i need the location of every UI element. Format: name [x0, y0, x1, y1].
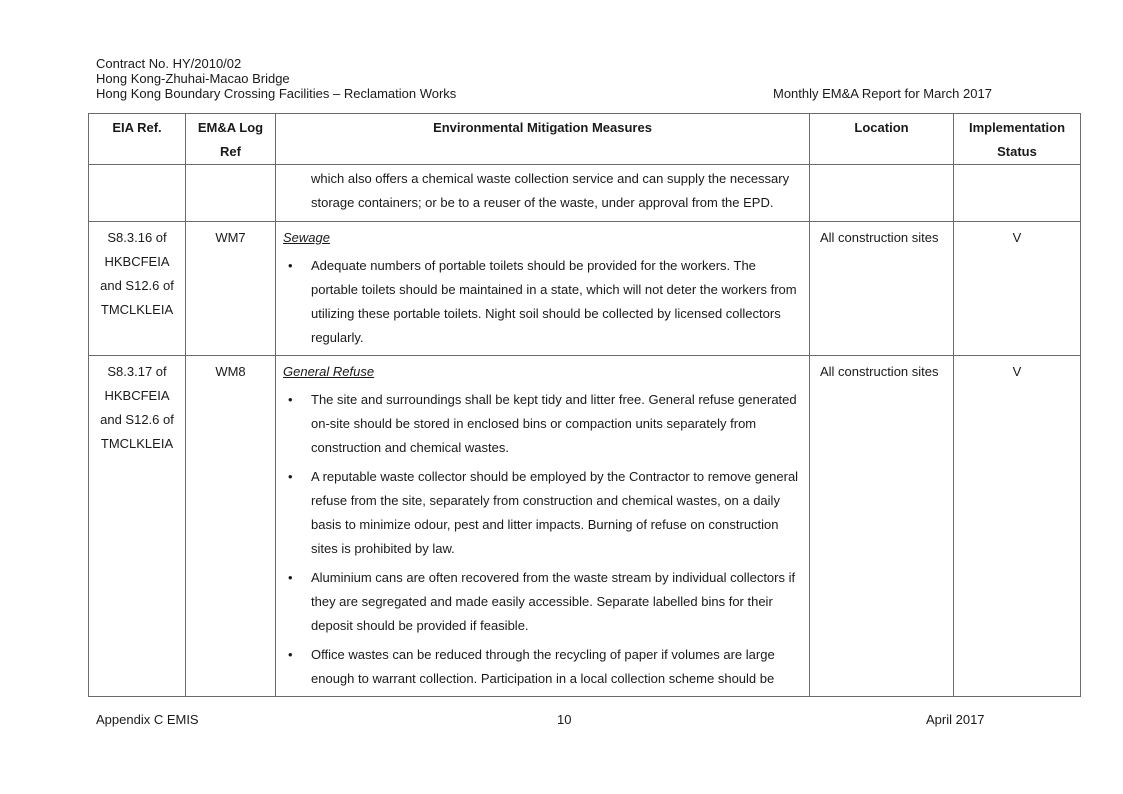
cell-status: [954, 165, 1081, 222]
cell-ema-ref: [186, 165, 276, 222]
bullet-icon: •: [288, 258, 293, 273]
cell-measures-continuation: which also offers a chemical waste collection service and can supply the necessary storage containers; or be to a reuser of the waste, under approval from the EPD.: [276, 165, 810, 222]
cell-status: V: [954, 222, 1081, 356]
list-item: • Office wastes can be reduced through the recycling of paper if volumes are large enough to warrant collection. Participation in a local collection scheme should be: [283, 643, 801, 691]
cell-eia-ref: S8.3.17 of HKBCFEIA and S12.6 of TMCLKLEIA: [89, 356, 186, 697]
measure-heading: General Refuse: [283, 364, 375, 379]
bullet-icon: •: [288, 570, 293, 585]
report-title: Monthly EM&A Report for March 2017: [773, 86, 992, 101]
col-ema-log-ref: EM&A Log Ref: [186, 114, 276, 165]
bullet-icon: •: [288, 469, 293, 484]
cell-location: [810, 165, 954, 222]
col-eia-ref: EIA Ref.: [89, 114, 186, 165]
footer-date: April 2017: [926, 712, 985, 727]
cell-eia-ref: S8.3.16 of HKBCFEIA and S12.6 of TMCLKLEIA: [89, 222, 186, 356]
table-row-wm8: [89, 356, 1081, 697]
list-item: • The site and surroundings shall be kept tidy and litter free. General refuse generated on-site should be stored in enclosed bins or compaction units separately from construction and chemical wastes.: [283, 388, 801, 460]
table-row-continuation: [89, 165, 1081, 222]
cell-ema-ref: WM7: [186, 222, 276, 356]
cell-measures: [276, 222, 810, 356]
document-header: [96, 56, 456, 101]
measure-list: [283, 388, 801, 691]
cell-status: V: [954, 356, 1081, 697]
cell-ema-ref: WM8: [186, 356, 276, 697]
table-header-row: [89, 114, 1081, 165]
emis-table: [88, 113, 1081, 697]
bullet-icon: •: [288, 647, 293, 662]
page-number: 10: [557, 712, 572, 727]
footer-appendix: Appendix C EMIS: [96, 712, 199, 727]
project-name: Hong Kong-Zhuhai-Macao Bridge: [96, 71, 290, 86]
list-item: • A reputable waste collector should be employed by the Contractor to remove general refuse from the site, separately from construction and chemical wastes, on a daily basis to minimize odour, pest and litter impacts. Burning of refuse on construction sites is prohibited by law.: [283, 465, 801, 561]
measure-list: [283, 254, 801, 350]
cell-eia-ref: [89, 165, 186, 222]
col-implementation-status: Implementation Status: [954, 114, 1081, 165]
contract-number: Contract No. HY/2010/02: [96, 56, 242, 71]
works-name: Hong Kong Boundary Crossing Facilities – Reclamation Works: [96, 86, 457, 101]
bullet-icon: •: [288, 392, 293, 407]
table-row-wm7: [89, 222, 1081, 356]
cell-location: All construction sites: [810, 356, 954, 697]
cell-measures: [276, 356, 810, 697]
measure-heading: Sewage: [283, 230, 330, 245]
cell-location: All construction sites: [810, 222, 954, 356]
col-mitigation-measures: Environmental Mitigation Measures: [276, 114, 810, 165]
list-item: • Aluminium cans are often recovered from the waste stream by individual collectors if they are segregated and made easily accessible. Separate labelled bins for their deposit should be provided if feasible.: [283, 566, 801, 638]
list-item: • Adequate numbers of portable toilets should be provided for the workers. The portable toilets should be maintained in a state, which will not deter the workers from utilizing these portable toilets. Night soil should be collected by licensed collectors regularly.: [283, 254, 801, 350]
col-location: Location: [810, 114, 954, 165]
